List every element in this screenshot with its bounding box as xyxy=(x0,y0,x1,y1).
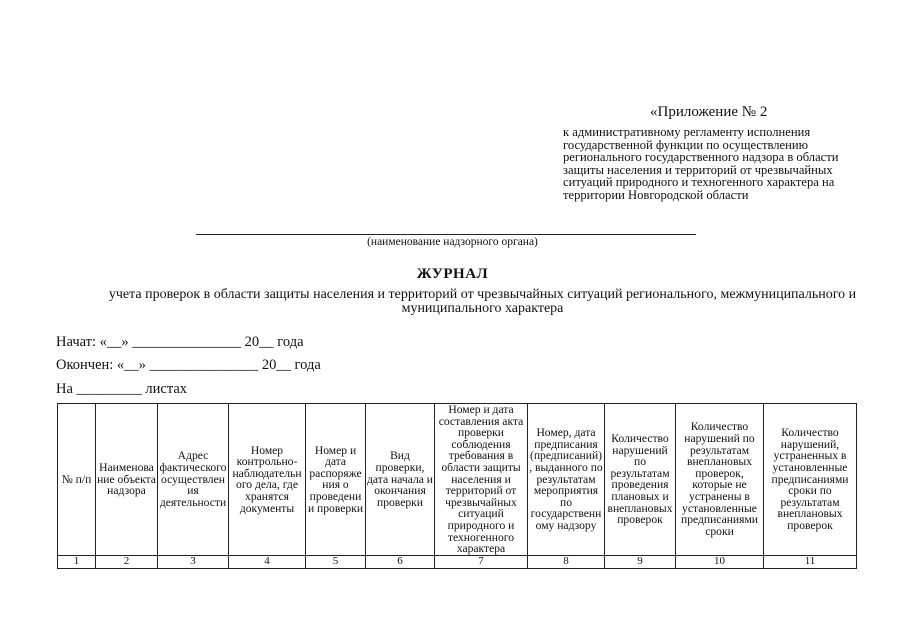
table-header-row xyxy=(58,404,857,556)
column-number-cell: 6 xyxy=(366,555,435,568)
inspection-journal-table xyxy=(57,403,857,569)
finished-date-field: Окончен: «__» _______________ 20__ года xyxy=(56,357,321,373)
header-cell-address: Адрес фактического осуществления деятельности xyxy=(158,404,229,556)
appendix-reference-text: к административному регламенту исполнения государственной функции по осуществлению регионального государственного надзора в области защиты населения и территорий от чрезвычайных ситуаций природного и техногенного характера на территории Новгородской области xyxy=(563,125,839,202)
header-cell-act-number: Номер и дата составления акта проверки соблюдения требования в области защиты населения и территорий от чрезвычайных ситуаций природного и техногенного характера xyxy=(435,404,528,556)
sheets-count-field: На _________ листах xyxy=(56,381,188,397)
header-cell-prescription-number: Номер, дата предписания (предписаний), выданного по результатам мероприятия по государственному надзору xyxy=(528,404,605,556)
started-date-field: Начат: «__» _______________ 20__ года xyxy=(56,334,304,350)
header-cell-row-number: № п/п xyxy=(58,404,96,556)
column-number-cell: 7 xyxy=(435,555,528,568)
column-number-cell: 1 xyxy=(58,555,96,568)
column-number-cell: 5 xyxy=(306,555,366,568)
header-cell-unresolved-violations: Количество нарушений по результатам внеплановых проверок, которые не устранены в установленные предписаниями сроки xyxy=(676,404,764,556)
column-number-row xyxy=(58,555,857,568)
supervisory-organ-name-line xyxy=(196,234,696,235)
column-number-cell: 8 xyxy=(528,555,605,568)
column-number-cell: 4 xyxy=(229,555,306,568)
appendix-title: «Приложение № 2 xyxy=(650,104,768,120)
column-number-cell: 11 xyxy=(764,555,857,568)
column-number-cell: 10 xyxy=(676,555,764,568)
header-cell-violations-count: Количество нарушений по результатам проведения плановых и внеплановых проверок xyxy=(605,404,676,556)
column-number-cell: 2 xyxy=(96,555,158,568)
column-number-cell: 9 xyxy=(605,555,676,568)
header-cell-case-number: Номер контрольно-наблюдательного дела, где хранятся документы xyxy=(229,404,306,556)
column-number-cell: 3 xyxy=(158,555,229,568)
supervisory-organ-caption: (наименование надзорного органа) xyxy=(367,236,538,248)
header-cell-object-name: Наименование объекта надзора xyxy=(96,404,158,556)
header-cell-inspection-type: Вид проверки, дата начала и окончания проверки xyxy=(366,404,435,556)
header-cell-resolved-violations: Количество нарушений, устраненных в установленные предписаниями сроки по результатам внеплановых проверок xyxy=(764,404,857,556)
journal-title: ЖУРНАЛ xyxy=(416,266,489,282)
header-cell-order-number: Номер и дата распоряжения о проведении проверки xyxy=(306,404,366,556)
journal-subtitle: учета проверок в области защиты населения и территорий от чрезвычайных ситуаций регионального, межмуниципального и муниципального характера xyxy=(108,287,857,316)
